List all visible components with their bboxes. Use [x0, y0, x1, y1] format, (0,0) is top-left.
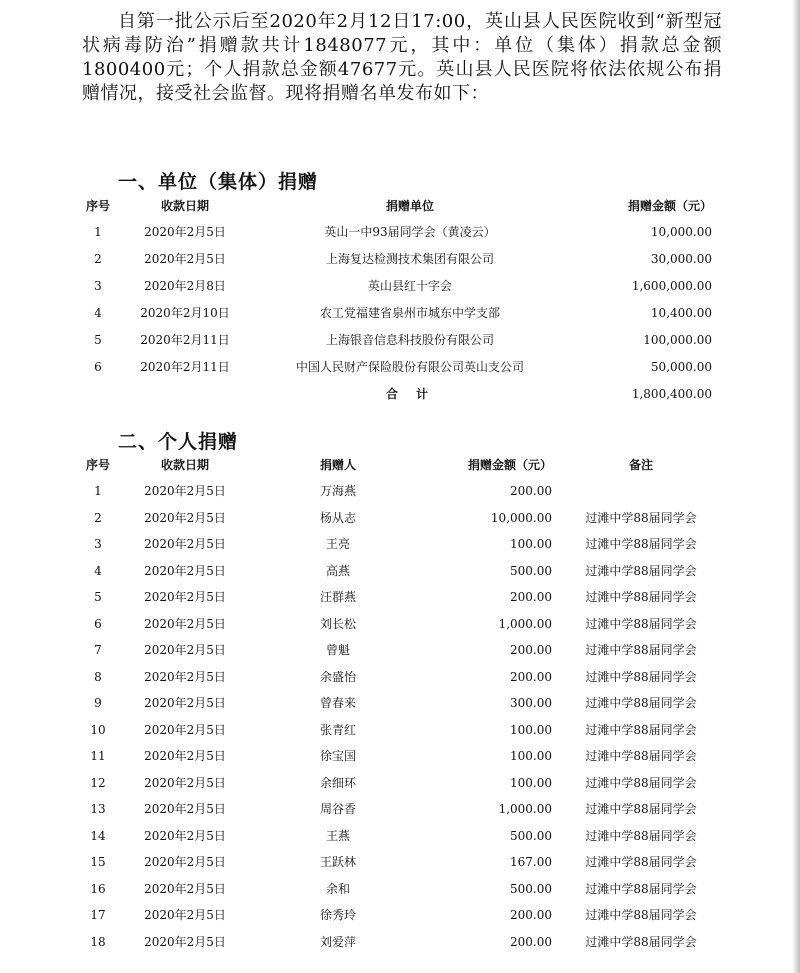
row-amount: 200.00: [510, 934, 552, 949]
row-unit: 中国人民财产保险股份有限公司英山支公司: [295, 360, 525, 374]
row-amount: 1,000.00: [498, 802, 552, 816]
table-row: [0, 665, 800, 689]
row-note: 过滩中学88届同学会: [585, 934, 697, 949]
row-amount: 500.00: [510, 563, 552, 578]
table-row: [0, 328, 800, 352]
row-name: 王亮: [325, 537, 351, 551]
row-no: 2: [94, 252, 102, 266]
row-note: 过滩中学88届同学会: [585, 828, 697, 843]
row-no: 14: [90, 828, 106, 843]
section2-title: 二、个人捐赠: [118, 431, 239, 453]
row-no: 13: [90, 802, 106, 816]
row-amount: 10,400.00: [650, 306, 712, 320]
row-date: 2020年2月5日: [144, 643, 226, 657]
row-no: 1: [94, 484, 102, 498]
table-row: [0, 612, 800, 636]
row-note: 过滩中学88届同学会: [585, 563, 697, 578]
row-note: 过滩中学88届同学会: [585, 908, 697, 922]
row-no: 15: [90, 855, 106, 869]
row-date: 2020年2月5日: [144, 722, 226, 737]
row-date: 2020年2月5日: [144, 537, 226, 551]
row-amount: 100,000.00: [643, 333, 712, 347]
row-name: 余盛怡: [319, 669, 357, 684]
table-header-row: [0, 453, 800, 477]
table-row: [0, 797, 800, 821]
row-date: 2020年2月5日: [144, 749, 226, 763]
row-no: 4: [94, 563, 102, 578]
table-row: [0, 771, 800, 795]
total-row: [0, 382, 800, 406]
row-name: 周谷香: [319, 802, 357, 816]
table-row: [0, 559, 800, 583]
table-row: [0, 479, 800, 503]
row-no: 2: [94, 510, 102, 525]
header-no: 序号: [85, 199, 111, 213]
row-no: 7: [94, 643, 102, 657]
table-row: [0, 355, 800, 379]
header-amount: 捐赠金额（元）: [627, 199, 712, 213]
row-name: 余和: [325, 881, 351, 896]
row-no: 9: [94, 696, 102, 710]
table-row: [0, 850, 800, 874]
table-row: [0, 744, 800, 768]
row-date: 2020年2月8日: [144, 279, 226, 293]
row-name: 曾魁: [325, 643, 351, 657]
row-name: 刘爱萍: [319, 934, 357, 949]
table-row: [0, 274, 800, 298]
row-amount: 500.00: [510, 881, 552, 896]
row-note: 过滩中学88届同学会: [585, 643, 697, 657]
row-note: 过滩中学88届同学会: [585, 802, 697, 816]
header-unit: 捐赠单位: [385, 199, 435, 213]
table-row: [0, 220, 800, 244]
total-amount: 1,800,400.00: [631, 387, 712, 401]
row-date: 2020年2月10日: [140, 306, 230, 320]
row-no: 10: [90, 722, 106, 737]
table-row: [0, 638, 800, 662]
row-name: 曾春来: [319, 696, 357, 710]
row-amount: 100.00: [510, 537, 552, 551]
table-row: [0, 506, 800, 530]
row-amount: 1,600,000.00: [631, 279, 712, 293]
row-unit: 上海银音信息科技股份有限公司: [325, 333, 495, 347]
table-row: [0, 930, 800, 954]
total-label: 合计: [386, 387, 447, 401]
row-no: 6: [94, 360, 102, 374]
header-amount: 捐赠金额（元）: [467, 458, 552, 472]
row-no: 5: [94, 590, 102, 604]
row-name: 刘长松: [319, 616, 357, 631]
row-name: 张青红: [319, 722, 357, 737]
table-row: [0, 718, 800, 742]
row-amount: 100.00: [510, 775, 552, 790]
section1-title: 一、单位（集体）捐赠: [118, 171, 319, 193]
row-note: 过滩中学88届同学会: [585, 881, 697, 896]
row-unit: 上海复达检测技术集团有限公司: [325, 252, 495, 266]
row-unit: 农工党福建省泉州市城东中学支部: [319, 306, 501, 320]
table-row: [0, 585, 800, 609]
row-amount: 30,000.00: [650, 252, 712, 266]
row-amount: 100.00: [510, 722, 552, 737]
row-amount: 1,000.00: [498, 616, 552, 631]
row-date: 2020年2月5日: [144, 510, 226, 525]
header-date: 收款日期: [160, 458, 210, 472]
row-date: 2020年2月5日: [144, 616, 226, 631]
row-no: 12: [90, 775, 106, 790]
table-row: [0, 247, 800, 271]
row-note: 过滩中学88届同学会: [585, 510, 697, 525]
row-date: 2020年2月11日: [140, 333, 230, 347]
row-note: 过滩中学88届同学会: [585, 669, 697, 684]
row-no: 4: [94, 306, 102, 320]
row-date: 2020年2月5日: [144, 563, 226, 578]
row-no: 17: [90, 908, 106, 922]
row-name: 王燕: [325, 828, 351, 843]
row-date: 2020年2月5日: [144, 934, 226, 949]
row-name: 王跃林: [319, 855, 357, 869]
row-no: 8: [94, 669, 102, 684]
row-note: 过滩中学88届同学会: [585, 855, 697, 869]
row-name: 徐秀玲: [319, 908, 357, 922]
row-amount: 100.00: [510, 749, 552, 763]
row-unit: 英山县红十字会: [367, 279, 453, 293]
header-name: 捐赠人: [319, 458, 357, 472]
row-amount: 200.00: [510, 590, 552, 604]
row-amount: 200.00: [510, 669, 552, 684]
row-name: 高燕: [325, 563, 351, 578]
row-amount: 50,000.00: [650, 360, 712, 374]
row-date: 2020年2月5日: [144, 855, 226, 869]
row-name: 万海燕: [319, 484, 357, 498]
row-note: 过滩中学88届同学会: [585, 616, 697, 631]
table-row: [0, 824, 800, 848]
row-no: 1: [94, 225, 102, 239]
table-row: [0, 532, 800, 556]
row-name: 徐宝国: [319, 749, 357, 763]
row-name: 汪群燕: [319, 590, 357, 604]
table-row: [0, 301, 800, 325]
row-no: 18: [90, 934, 106, 949]
header-no: 序号: [85, 458, 111, 472]
row-date: 2020年2月5日: [144, 881, 226, 896]
row-note: 过滩中学88届同学会: [585, 749, 697, 763]
row-name: 余细环: [319, 775, 357, 790]
row-unit: 英山一中93届同学会（黄凌云）: [324, 225, 496, 239]
row-date: 2020年2月5日: [144, 802, 226, 816]
row-date: 2020年2月5日: [144, 225, 226, 239]
row-amount: 10,000.00: [650, 225, 712, 239]
row-amount: 500.00: [510, 828, 552, 843]
table-row: [0, 691, 800, 715]
row-date: 2020年2月5日: [144, 484, 226, 498]
row-date: 2020年2月5日: [144, 696, 226, 710]
row-no: 16: [90, 881, 106, 896]
row-no: 11: [90, 749, 106, 763]
row-note: 过滩中学88届同学会: [585, 722, 697, 737]
row-date: 2020年2月5日: [144, 908, 226, 922]
row-no: 3: [94, 537, 102, 551]
row-amount: 300.00: [510, 696, 552, 710]
row-date: 2020年2月5日: [144, 828, 226, 843]
header-date: 收款日期: [160, 199, 210, 213]
row-note: 过滩中学88届同学会: [585, 696, 697, 710]
row-name: 杨从志: [319, 510, 357, 525]
header-note: 备注: [628, 458, 654, 472]
row-date: 2020年2月11日: [140, 360, 230, 374]
row-no: 6: [94, 616, 102, 631]
row-amount: 200.00: [510, 484, 552, 498]
table-row: [0, 903, 800, 927]
row-note: 过滩中学88届同学会: [585, 537, 697, 551]
row-amount: 200.00: [510, 908, 552, 922]
row-amount: 167.00: [510, 855, 552, 869]
row-amount: 200.00: [510, 643, 552, 657]
row-date: 2020年2月5日: [144, 669, 226, 684]
intro-paragraph: 自第一批公示后至2020年2月12日17:00，英山县人民医院收到“新型冠状病毒防治”捐赠款共计1848077元，其中：单位（集体）捐款总金额1800400元；个人捐款总金额47677元。英山县人民医院将依法依规公布捐赠情况，接受社会监督。现将捐赠名单发布如下：: [82, 11, 722, 104]
row-amount: 10,000.00: [490, 510, 552, 525]
row-no: 3: [94, 279, 102, 293]
row-date: 2020年2月5日: [144, 775, 226, 790]
row-date: 2020年2月5日: [144, 590, 226, 604]
row-date: 2020年2月5日: [144, 252, 226, 266]
row-note: 过滩中学88届同学会: [585, 590, 697, 604]
table-header-row: [0, 194, 800, 218]
row-note: 过滩中学88届同学会: [585, 775, 697, 790]
table-row: [0, 877, 800, 901]
row-no: 5: [94, 333, 102, 347]
